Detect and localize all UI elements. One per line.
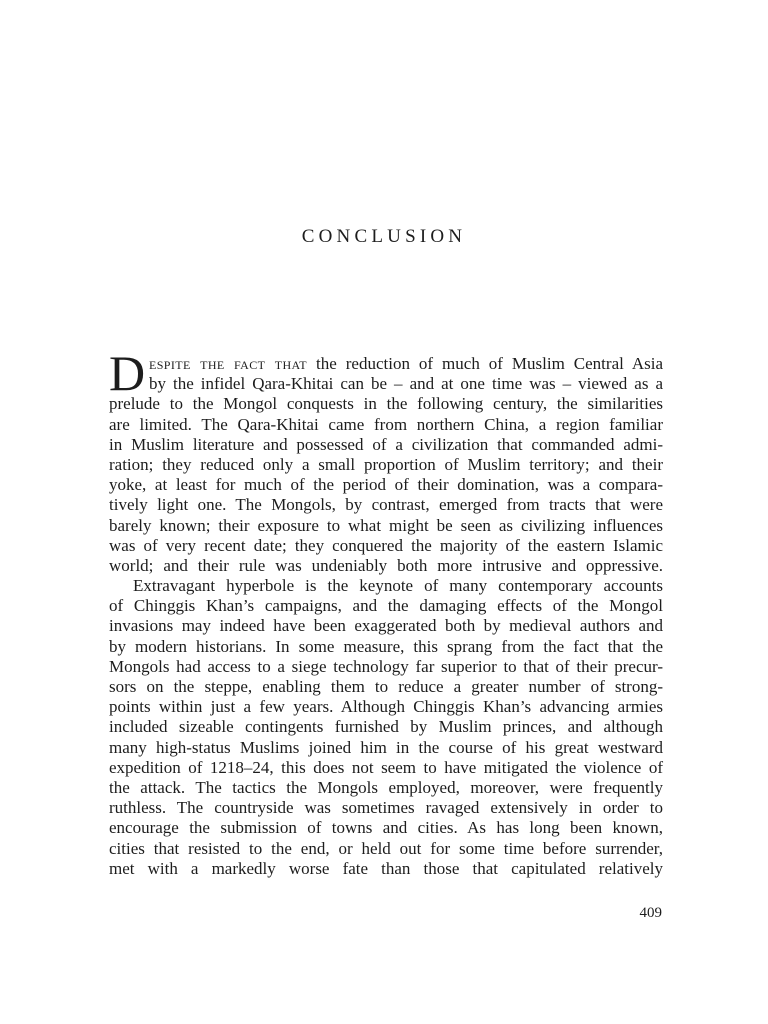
text-line: of Chinggis Khan’s campaigns, and the damaging effects of the Mongol (109, 596, 663, 616)
text-line: ration; they reduced only a small proportion of Muslim territory; and their (109, 454, 663, 474)
opening-smallcaps: espite the fact that (149, 354, 308, 373)
chapter-title: CONCLUSION (301, 226, 467, 247)
text-line: by the infidel Qara-Khitai can be – and at one time was – viewed as a (149, 374, 663, 394)
text-line: the attack. The tactics the Mongols employed, moreover, were frequently (109, 777, 663, 797)
paragraph-1 (109, 354, 663, 576)
body-text (109, 345, 664, 879)
text-line: sors on the steppe, enabling them to reduce a greater number of strong- (109, 677, 663, 696)
text-line: are limited. The Qara-Khitai came from northern China, a region familiar (109, 414, 663, 434)
text-line: barely known; their exposure to what might be seen as civilizing influences (109, 515, 663, 535)
page-number: 409 (639, 905, 662, 921)
paragraph-2 (109, 576, 663, 879)
text-line: included sizeable contingents furnished by Muslim princes, and although (109, 717, 663, 737)
text-line: many high-status Muslims joined him in the course of his great westward (109, 737, 663, 757)
text-line: encourage the submission of towns and cities. As has long been known, (109, 818, 663, 838)
text-line: yoke, at least for much of the period of their domination, was a compara- (109, 475, 663, 495)
text-line: world; and their rule was undeniably both more intrusive and oppressive. (109, 555, 663, 575)
text-line: Mongols had access to a siege technology far superior to that of their precur- (109, 656, 663, 676)
drop-cap: D (109, 345, 146, 401)
text-line: cities that resisted to the end, or held out for some time before surrender, (109, 838, 663, 858)
text-line: invasions may indeed have been exaggerated both by medieval authors and (109, 616, 663, 636)
text-line: was of very recent date; they conquered the majority of the eastern Islamic (109, 535, 663, 555)
text-line: in Muslim literature and possessed of a civilization that commanded admi- (109, 434, 663, 454)
text-line: Extravagant hyperbole is the keynote of many contemporary accounts (133, 576, 663, 596)
text-line (109, 354, 663, 374)
text-line: by modern historians. In some measure, this sprang from the fact that the (109, 636, 663, 656)
text-line: points within just a few years. Although Chinggis Khan’s advancing armies (109, 697, 663, 717)
text-line: tively light one. The Mongols, by contrast, emerged from tracts that were (109, 495, 663, 515)
text-line: prelude to the Mongol conquests in the following century, the similarities (109, 394, 663, 414)
text-line: expedition of 1218–24, this does not seem to have mitigated the violence of (109, 757, 663, 777)
text-line: ruthless. The countryside was sometimes ravaged extensively in order to (109, 798, 663, 818)
text-line: met with a markedly worse fate than those that capitulated relatively (109, 858, 663, 878)
line-text: the reduction of much of Muslim Central Asia (316, 354, 664, 373)
